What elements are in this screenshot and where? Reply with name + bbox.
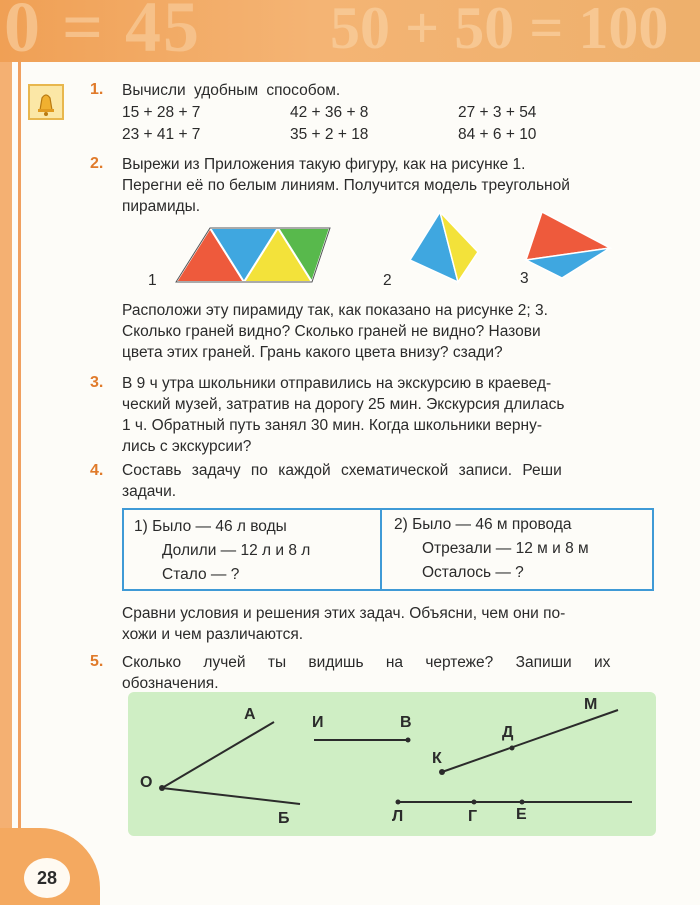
- task-5-number: 5.: [90, 653, 104, 670]
- point-label-m: М: [584, 696, 598, 713]
- scheme-2-line-1: 2) Было — 46 м провода: [394, 516, 572, 533]
- scheme-1-line-2: Долили — 12 л и 8 л: [162, 542, 311, 559]
- task-1-expr-6: 84 + 6 + 10: [458, 126, 537, 143]
- scheme-2-line-2: Отрезали — 12 м и 8 м: [422, 540, 589, 557]
- figure-label-1: 1: [148, 272, 157, 289]
- point-label-g: Г: [468, 808, 478, 825]
- point-label-b: Б: [278, 810, 290, 827]
- banner-decor-text-2: 50 + 50 = 100: [330, 0, 669, 61]
- pyramid-view-3: [526, 212, 610, 278]
- task-4-number: 4.: [90, 462, 104, 479]
- point-label-l: Л: [392, 808, 404, 825]
- pyramid-net-figure: [176, 228, 330, 282]
- figure-label-2: 2: [383, 272, 392, 289]
- task-1-number: 1.: [90, 81, 104, 98]
- point-label-a: А: [244, 706, 256, 723]
- task-1-expr-1: 15 + 28 + 7: [122, 104, 201, 121]
- task-1-expr-3: 42 + 36 + 8: [290, 104, 369, 121]
- page-number: 28: [24, 858, 70, 898]
- point-label-i: И: [312, 714, 324, 731]
- point-label-k: К: [432, 750, 442, 767]
- point-label-v: В: [400, 714, 412, 731]
- task-2-after-3: цвета этих граней. Грань какого цвета внизу? сзади?: [122, 344, 503, 361]
- pyramid-view-2: [410, 212, 478, 282]
- task-1-expr-2: 23 + 41 + 7: [122, 126, 201, 143]
- task-3-line-2: ческий музей, затратив на дорогу 25 мин. Экскурсия длилась: [122, 396, 565, 413]
- task-4-after-2: хожи и чем различаются.: [122, 626, 304, 643]
- scheme-divider: [380, 508, 382, 591]
- header-banner: [0, 0, 700, 62]
- left-margin-bar: [0, 62, 12, 905]
- task-2-after-1: Расположи эту пирамиду так, как показано на рисунке 2; 3.: [122, 302, 548, 319]
- rays-drawing-panel: [128, 692, 656, 836]
- task-2-after-2: Сколько граней видно? Сколько граней не видно? Назови: [122, 323, 541, 340]
- task-2-number: 2.: [90, 155, 104, 172]
- task-4-line-2: задачи.: [122, 483, 177, 500]
- point-label-d: Д: [502, 724, 514, 741]
- task-3-line-1: В 9 ч утра школьники отправились на экскурсию в краевед-: [122, 375, 552, 392]
- point-label-e: Е: [516, 806, 527, 823]
- task-1-expr-5: 27 + 3 + 54: [458, 104, 537, 121]
- task-1-expr-4: 35 + 2 + 18: [290, 126, 369, 143]
- task-2-line-3: пирамиды.: [122, 198, 201, 215]
- task-5-line-1: Сколько лучей ты видишь на чертеже? Запиши их: [122, 654, 611, 671]
- task-5-line-2: обозначения.: [122, 675, 219, 692]
- pyramid-figures: [140, 210, 660, 290]
- scheme-1-line-1: 1) Было — 46 л воды: [134, 518, 287, 535]
- scheme-2-line-3: Осталось — ?: [422, 564, 524, 581]
- task-2-line-1: Вырежи из Приложения такую фигуру, как на рисунке 1.: [122, 156, 526, 173]
- scheme-1-line-3: Стало — ?: [162, 566, 240, 583]
- bell-icon: [28, 84, 64, 120]
- left-margin-line: [18, 62, 21, 832]
- task-4-after-1: Сравни условия и решения этих задач. Объясни, чем они по-: [122, 605, 566, 622]
- point-label-o: О: [140, 774, 153, 791]
- task-4-line-1: Составь задачу по каждой схематической записи. Реши: [122, 462, 562, 479]
- task-3-line-3: 1 ч. Обратный путь занял 30 мин. Когда школьники верну-: [122, 417, 543, 434]
- banner-decor-text: 0 = 45: [4, 0, 202, 62]
- figure-label-3: 3: [520, 270, 529, 287]
- task-3-line-4: лись с экскурсии?: [122, 438, 252, 455]
- task-1-text: Вычисли удобным способом.: [122, 82, 341, 99]
- task-3-number: 3.: [90, 374, 104, 391]
- task-2-line-2: Перегни её по белым линиям. Получится модель треугольной: [122, 177, 570, 194]
